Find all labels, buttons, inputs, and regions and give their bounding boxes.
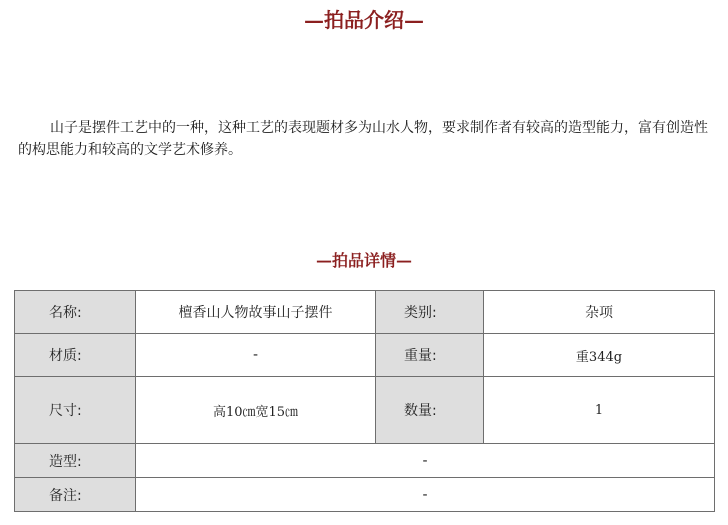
material-label: 材质:	[15, 334, 136, 377]
quantity-value: 1	[484, 377, 715, 444]
table-row	[15, 444, 715, 478]
quantity-label: 数量:	[376, 377, 484, 444]
weight-value: 重344g	[484, 334, 715, 377]
name-label: 名称:	[15, 291, 136, 334]
intro-description: 山子是摆件工艺中的一种，这种工艺的表现题材多为山水人物，要求制作者有较高的造型能力，富有创造性的构思能力和较高的文学艺术修养。	[18, 120, 708, 158]
table-row	[15, 291, 715, 334]
size-label: 尺寸:	[15, 377, 136, 444]
remarks-label: 备注:	[15, 478, 136, 512]
table-row	[15, 377, 715, 444]
intro-section-title: —拍品介绍—	[304, 8, 424, 32]
size-value: 高10㎝宽15㎝	[136, 377, 376, 444]
details-table	[14, 290, 715, 512]
remarks-value: -	[136, 478, 715, 512]
material-value: -	[136, 334, 376, 377]
shape-value: -	[136, 444, 715, 478]
table-row	[15, 334, 715, 377]
details-section-title: —拍品详情—	[315, 251, 412, 270]
weight-label: 重量:	[376, 334, 484, 377]
category-label: 类别:	[376, 291, 484, 334]
table-row	[15, 478, 715, 512]
name-value: 檀香山人物故事山子摆件	[136, 291, 376, 334]
category-value: 杂项	[484, 291, 715, 334]
shape-label: 造型:	[15, 444, 136, 478]
